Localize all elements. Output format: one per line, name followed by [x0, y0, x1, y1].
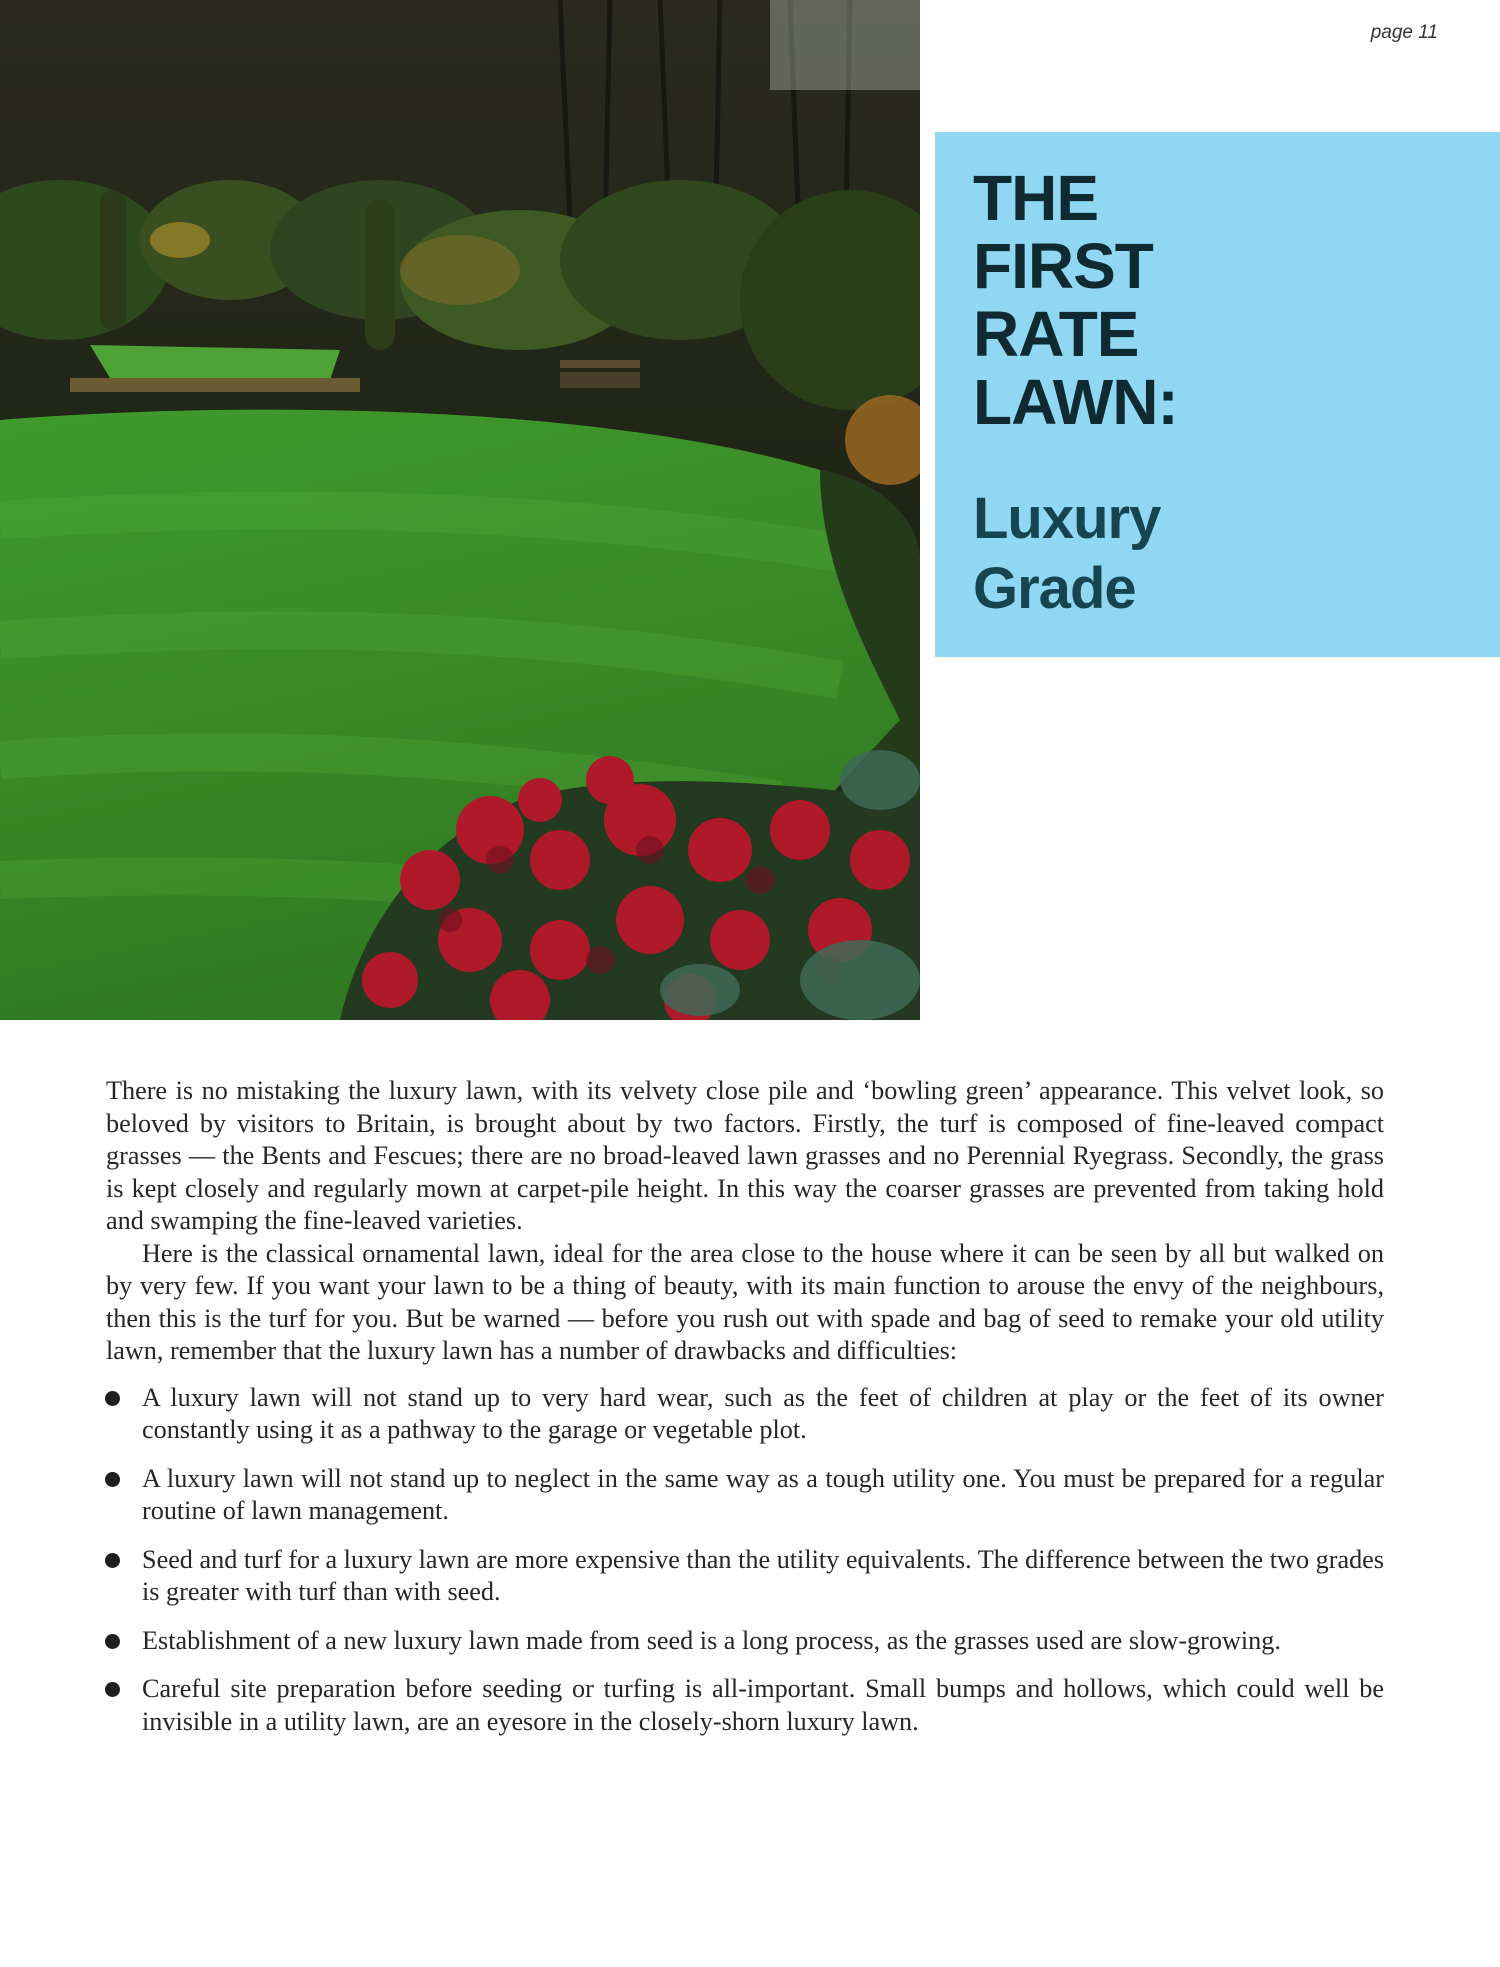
drawbacks-list [106, 1382, 1384, 1739]
list-item [106, 1463, 1384, 1528]
body-paragraph-1: There is no mistaking the luxury lawn, with its velvety close pile and ‘bowling green’ appearance. This velvet look, so beloved by visitors to Britain, is brought about by two factors. Firstly, the turf is composed of fine-leaved compact grasses — the Bents and Fescues; there are no broad-leaved lawn grasses and no Perennial Ryegrass. Secondly, the grass is kept closely and regularly mown at carpet-pile height. In this way the coarser grasses are prevented from taking hold and swamping the fine-leaved varieties. [106, 1076, 1384, 1235]
body-paragraph-2: Here is the classical ornamental lawn, ideal for the area close to the house where it can be seen by all but walked on by very few. If you want your lawn to be a thing of beauty, with its main function to arouse the envy of the neighbours, then this is the turf for you. But be warned — before you rush out with spade and bag of seed to remake your old utility lawn, remember that the luxury lawn has a number of drawbacks and difficulties: [106, 1238, 1384, 1365]
list-item-text: Seed and turf for a luxury lawn are more expensive than the utility equivalents. The difference between the two grades is greater with turf than with seed. [142, 1544, 1384, 1606]
list-item [106, 1625, 1384, 1658]
bullet-icon [105, 1634, 120, 1649]
bullet-icon [105, 1391, 120, 1406]
article-body [106, 1075, 1384, 1754]
list-item [106, 1382, 1384, 1447]
list-item-text: A luxury lawn will not stand up to neglect in the same way as a tough utility one. You must be prepared for a regular routine of lawn management. [142, 1463, 1384, 1525]
bullet-icon [105, 1682, 120, 1697]
page-subtitle: Luxury Grade [973, 486, 1161, 621]
list-item-text: Establishment of a new luxury lawn made from seed is a long process, as the grasses used are slow-growing. [142, 1625, 1281, 1655]
page-number: page 11 [1370, 22, 1438, 43]
list-item-text: Careful site preparation before seeding or turfing is all-important. Small bumps and hollows, which could well be invisible in a utility lawn, are an eyesore in the closely-shorn luxury lawn. [142, 1674, 1384, 1736]
garden-lawn-photo [0, 0, 920, 1020]
page-title: THE FIRST RATE LAWN: [973, 162, 1178, 438]
bullet-icon [105, 1472, 120, 1487]
list-item [106, 1544, 1384, 1609]
list-item-text: A luxury lawn will not stand up to very hard wear, such as the feet of children at play or the feet of its owner constantly using it as a pathway to the garage or vegetable plot. [142, 1382, 1384, 1444]
list-item [106, 1673, 1384, 1738]
garden-lawn-illustration [0, 0, 920, 1020]
bullet-icon [105, 1553, 120, 1568]
title-box [935, 132, 1500, 657]
